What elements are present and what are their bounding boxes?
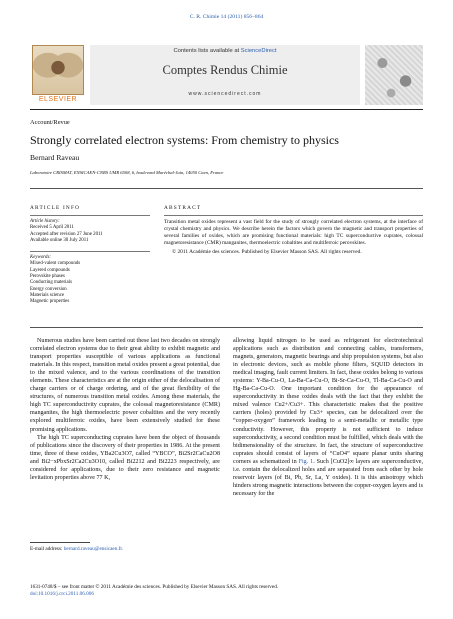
sciencedirect-link[interactable]: ScienceDirect <box>240 48 277 54</box>
masthead-rule <box>30 109 423 110</box>
keyword: Layered compounds <box>30 267 70 273</box>
keyword: Materials science <box>30 292 65 298</box>
journal-masthead <box>30 45 423 107</box>
article-info <box>30 205 150 306</box>
keyword: Mixed-valent compounds <box>30 261 81 267</box>
history-item: Received 5 April 2011 <box>30 225 74 231</box>
journal-title[interactable]: Comptes Rendus Chimie <box>162 63 288 77</box>
journal-reference[interactable]: C. R. Chimie 14 (2011) 856–864 <box>189 14 264 20</box>
elsevier-tree-icon <box>32 45 84 95</box>
author-affiliation: Laboratoire CRISMAT, ENSICAEN-CNRS UMR 6508, 6, boulevard Maréchal-Juin, 14050 Caen, France <box>30 170 224 175</box>
history-item: Accepted after revision 27 June 2011 <box>30 231 103 237</box>
info-separator <box>30 215 150 216</box>
email-link[interactable]: bernard.raveau@ensicaen.fr. <box>63 546 124 552</box>
abstract-header: ABSTRACT <box>164 205 202 211</box>
keyword: Energy conversion <box>30 286 67 292</box>
footnote <box>30 546 220 552</box>
keyword: Magnetic properties <box>30 299 70 305</box>
contents-line <box>90 48 360 54</box>
body-left-column <box>30 337 220 482</box>
abstract <box>164 205 423 256</box>
author-name[interactable]: Bernard Raveau <box>30 153 80 162</box>
page-footer <box>30 584 278 598</box>
doi-link[interactable]: doi:10.1016/j.crci.2011.06.006 <box>30 591 94 597</box>
body-paragraph: Numerous studies have been carried out these last two decades on strongly correlated electron systems due to their great ability to exhibit magnetic and transport properties susceptible of various applications as functional materials. In this respect, transition metal oxides present a great potential, due to the mixed valence, and to the various coordinations of the transition elements. These characteristics are at the origin either of the delocalisation of charge carriers or of charge ordering, and of the great flexibility of the structures, of numerous transition metal oxides. Among these materials, the high TC superconductivity cuprates, the colossal magnetoresistance (CMR) manganites, the high thermoelectric power cobaltites and the very recently explored multiferroic oxides, have been extensively studied for these promising applications. <box>30 338 220 433</box>
elsevier-wordmark: ELSEVIER <box>38 96 78 103</box>
info-rule <box>30 188 423 189</box>
section-label: Account/Revue <box>30 119 70 126</box>
journal-url[interactable]: www.sciencedirect.com <box>188 91 262 97</box>
body-text: . Such [CuO2]∞ layers are superconductive, i.e. contain the delocalized holes and are separated from each other by hole reservoir layers (of Bi, Pb, Sr, La, Y oxides). It is this anisotropy which hinders strong magnetic interactions between the copper-oxygen layers and is necessary for the <box>233 458 423 497</box>
body-paragraph: The high TC superconducting cuprates have been the object of thousands of publications since the discovery of their properties in 1986. At the present time, three of these oxides, YBa2Cu3O7, called “YBCO”, Bi2Sr2CaCu2O8 and Bi2−xPbxSr2Ca2Cu3O10, called Bi2212 and Bi2223 respectively, are considered for applications, due to their zero resistance and magnetic levitation properties above 77 K, <box>30 434 220 481</box>
history-item: Available online 30 July 2011 <box>30 237 89 243</box>
email-label: E-mail address: <box>30 546 64 552</box>
keyword: Conducting materials <box>30 280 72 286</box>
elsevier-logo[interactable] <box>32 45 84 105</box>
info-separator <box>30 251 150 252</box>
footer-front-matter: 1631-0748/$ – see front matter © 2011 Académie des sciences. Published by Elsevier Masson SAS. All rights reserved. <box>30 584 279 590</box>
body-text: allowing liquid nitrogen to be used as refrigerant for electrotechnical applications such as distribution and connecting cables, transformers, magnets, generators, magnetic bearings and ship propulsion systems, but also in electronic devices, such as mobile phone filters, SQUID detectors in medical imaging, fault current limiters. In fact, these oxides belong to various systems: Y-Ba-Cu-O, La-Ba-Ca-Cu-O, Bi-Sr-Ca-Cu-O, Tl-Ba-Ca-Cu-O and Hg-Ba-Ca-Cu-O. One important condition for the appearance of superconductivity in these oxides deals with the fact that they exhibit the mixed valence Cu2+/Cu3+. This characteristic makes that the positive carriers (holes) provided by Cu3+ species, can be delocalized over the “copper-oxygen” framework leading to a semi-metallic or metallic type conductivity. However, this property is not sufficient to induce superconductivity, a second condition must be fulfilled, which deals with the bidimensionality of the structure. In fact, the structure of superconductive cuprates should consist of layers of “CuO4” square planar units sharing corners as schematized in <box>233 338 423 465</box>
abstract-separator <box>164 215 423 216</box>
history-label: Article history: <box>30 219 60 224</box>
figure-link[interactable]: Fig. 1 <box>298 458 314 465</box>
keyword: Perovskite phases <box>30 274 65 280</box>
body-right-column <box>233 337 423 498</box>
body-rule <box>30 327 423 328</box>
article-info-header: ARTICLE INFO <box>30 205 81 211</box>
keywords-label: Keywords: <box>30 255 52 261</box>
footnote-rule <box>30 542 90 543</box>
contents-prefix: Contents lists available at <box>173 48 241 54</box>
body-paragraph <box>233 337 423 498</box>
journal-cover-image[interactable] <box>365 45 423 105</box>
abstract-text: Transition metal oxides represent a vast field for the study of strongly correlated electron systems, at the interface of crystal chemistry and physics. We describe herein the factors which govern the magnetic and transport properties of several families of oxides, which are promising functional materials: high TC superconductive cuprates, colossal magnetoresistance (CMR) manganites, thermoelectric cobaltites and multiferroic perovskites. <box>164 219 423 247</box>
abstract-copyright: © 2011 Académie des sciences. Published by Elsevier Masson SAS. All rights reserved. <box>172 249 362 256</box>
article-title: Strongly correlated electron systems: From chemistry to physics <box>30 133 339 147</box>
masthead-center <box>90 45 360 105</box>
